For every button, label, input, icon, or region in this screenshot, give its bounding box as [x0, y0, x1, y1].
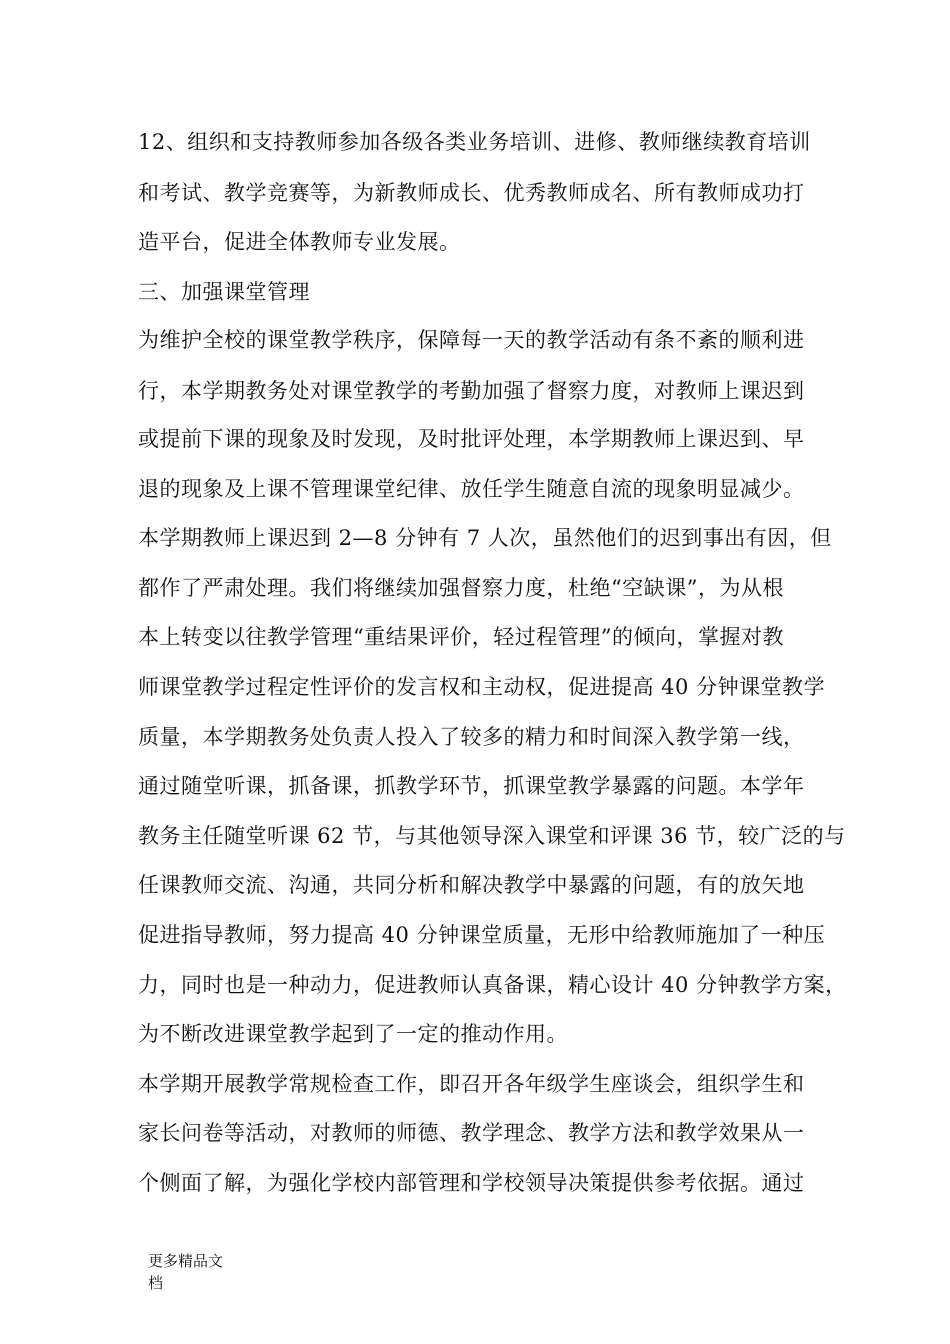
text-line: 个侧面了解，为强化学校内部管理和学校领导决策提供参考依据。通过 — [138, 1171, 805, 1195]
text-line: 任课教师交流、沟通，共同分析和解决教学中暴露的问题，有的放矢地 — [138, 873, 805, 897]
text-line: 行，本学期教务处对课堂教学的考勤加强了督察力度，对教师上课迟到 — [138, 379, 805, 403]
footer-line-1: 更多精品文 — [148, 1252, 224, 1270]
text-line: 教务主任随堂听课 62 节，与其他领导深入课堂和评课 36 节，较广泛的与 — [138, 824, 846, 848]
text-line: 造平台，促进全体教师专业发展。 — [138, 230, 461, 254]
text-line: 和考试、教学竞赛等，为新教师成长、优秀教师成名、所有教师成功打 — [138, 181, 805, 205]
text-line: 质量，本学期教务处负责人投入了较多的精力和时间深入教学第一线， — [138, 725, 805, 749]
text-line: 12、组织和支持教师参加各级各类业务培训、进修、教师继续教育培训 — [138, 130, 811, 154]
text-line: 本学期开展教学常规检查工作，即召开各年级学生座谈会，组织学生和 — [138, 1072, 805, 1096]
footer-note — [148, 1250, 223, 1294]
text-line: 师课堂教学过程定性评价的发言权和主动权，促进提高 40 分钟课堂教学 — [138, 675, 826, 699]
text-line: 都作了严肃处理。我们将继续加强督察力度，杜绝“空缺课”，为从根 — [138, 576, 784, 600]
text-line: 家长问卷等活动，对教师的师德、教学理念、教学方法和教学效果从一 — [138, 1121, 805, 1145]
section-heading: 三、加强课堂管理 — [138, 280, 310, 304]
text-line: 或提前下课的现象及时发现，及时批评处理，本学期教师上课迟到、早 — [138, 427, 805, 451]
text-line: 退的现象及上课不管理课堂纪律、放任学生随意自流的现象明显减少。 — [138, 477, 805, 501]
text-line: 力，同时也是一种动力，促进教师认真备课，精心设计 40 分钟教学方案， — [138, 973, 847, 997]
footer-line-2: 档 — [148, 1274, 164, 1292]
text-line: 促进指导教师，努力提高 40 分钟课堂质量，无形中给教师施加了一种压 — [138, 923, 826, 947]
text-line: 本学期教师上课迟到 2—8 分钟有 7 人次，虽然他们的迟到事出有因，但 — [138, 526, 832, 550]
text-line: 为不断改进课堂教学起到了一定的推动作用。 — [138, 1022, 568, 1046]
text-line: 本上转变以往教学管理“重结果评价，轻过程管理”的倾向，掌握对教 — [138, 625, 784, 649]
text-line: 为维护全校的课堂教学秩序，保障每一天的教学活动有条不紊的顺利进 — [138, 328, 805, 352]
text-line: 通过随堂听课，抓备课，抓教学环节，抓课堂教学暴露的问题。本学年 — [138, 774, 805, 798]
